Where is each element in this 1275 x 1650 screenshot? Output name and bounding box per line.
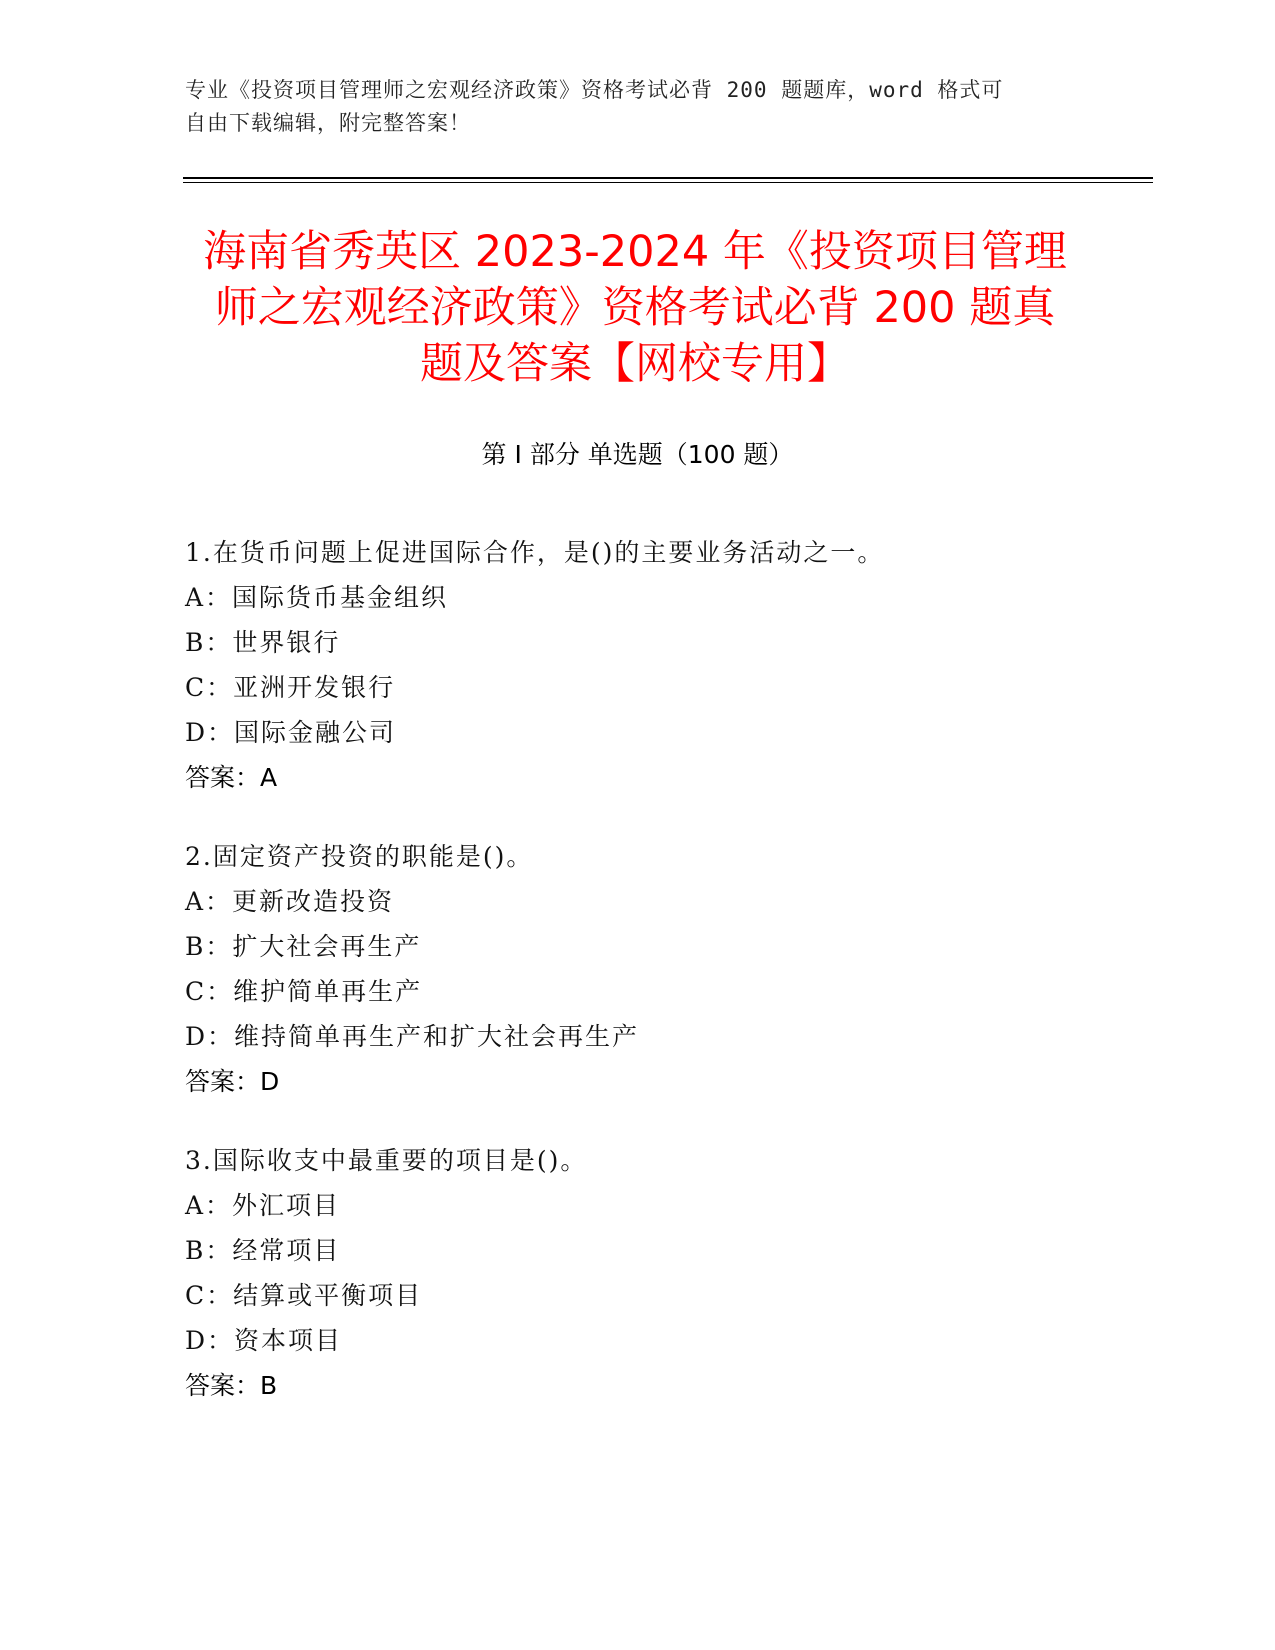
document-title-line-1: 海南省秀英区 2023-2024 年《投资项目管理 (203, 227, 1067, 277)
answer: 答案：B (185, 1371, 278, 1400)
question-stem: 1.在货币问题上促进国际合作，是()的主要业务活动之一。 (185, 538, 885, 567)
section-title: 第 I 部分 单选题（100 题） (481, 440, 794, 469)
question-2 (185, 834, 1125, 1104)
document-title (170, 224, 1100, 392)
option-b: B：扩大社会再生产 (185, 932, 422, 961)
option-b: B：经常项目 (185, 1236, 341, 1265)
question-stem: 2.固定资产投资的职能是()。 (185, 842, 534, 871)
option-c: C：维护简单再生产 (185, 977, 423, 1006)
option-d: D：资本项目 (185, 1326, 343, 1355)
option-a: A：外汇项目 (185, 1191, 341, 1220)
header-note (185, 74, 1065, 140)
option-d: D：维持简单再生产和扩大社会再生产 (185, 1022, 640, 1051)
question-3 (185, 1138, 1125, 1408)
option-c: C：结算或平衡项目 (185, 1281, 423, 1310)
option-b: B：世界银行 (185, 628, 341, 657)
header-rule-thin (183, 182, 1153, 183)
document-title-line-3: 题及答案【网校专用】 (420, 339, 850, 389)
document-title-line-2: 师之宏观经济政策》资格考试必背 200 题真 (214, 283, 1056, 333)
header-note-line-2: 自由下载编辑，附完整答案！ (185, 111, 471, 135)
answer: 答案：D (185, 1067, 280, 1096)
answer: 答案：A (185, 763, 278, 792)
option-c: C：亚洲开发银行 (185, 673, 396, 702)
option-a: A：国际货币基金组织 (185, 583, 449, 612)
question-1 (185, 530, 1125, 800)
question-stem: 3.国际收支中最重要的项目是()。 (185, 1146, 588, 1175)
question-list (185, 530, 1125, 1442)
option-a: A：更新改造投资 (185, 887, 395, 916)
header-rule-thick (183, 177, 1153, 179)
header-note-line-1: 专业《投资项目管理师之宏观经济政策》资格考试必背 200 题题库，word 格式可 (185, 78, 1004, 102)
option-d: D：国际金融公司 (185, 718, 397, 747)
